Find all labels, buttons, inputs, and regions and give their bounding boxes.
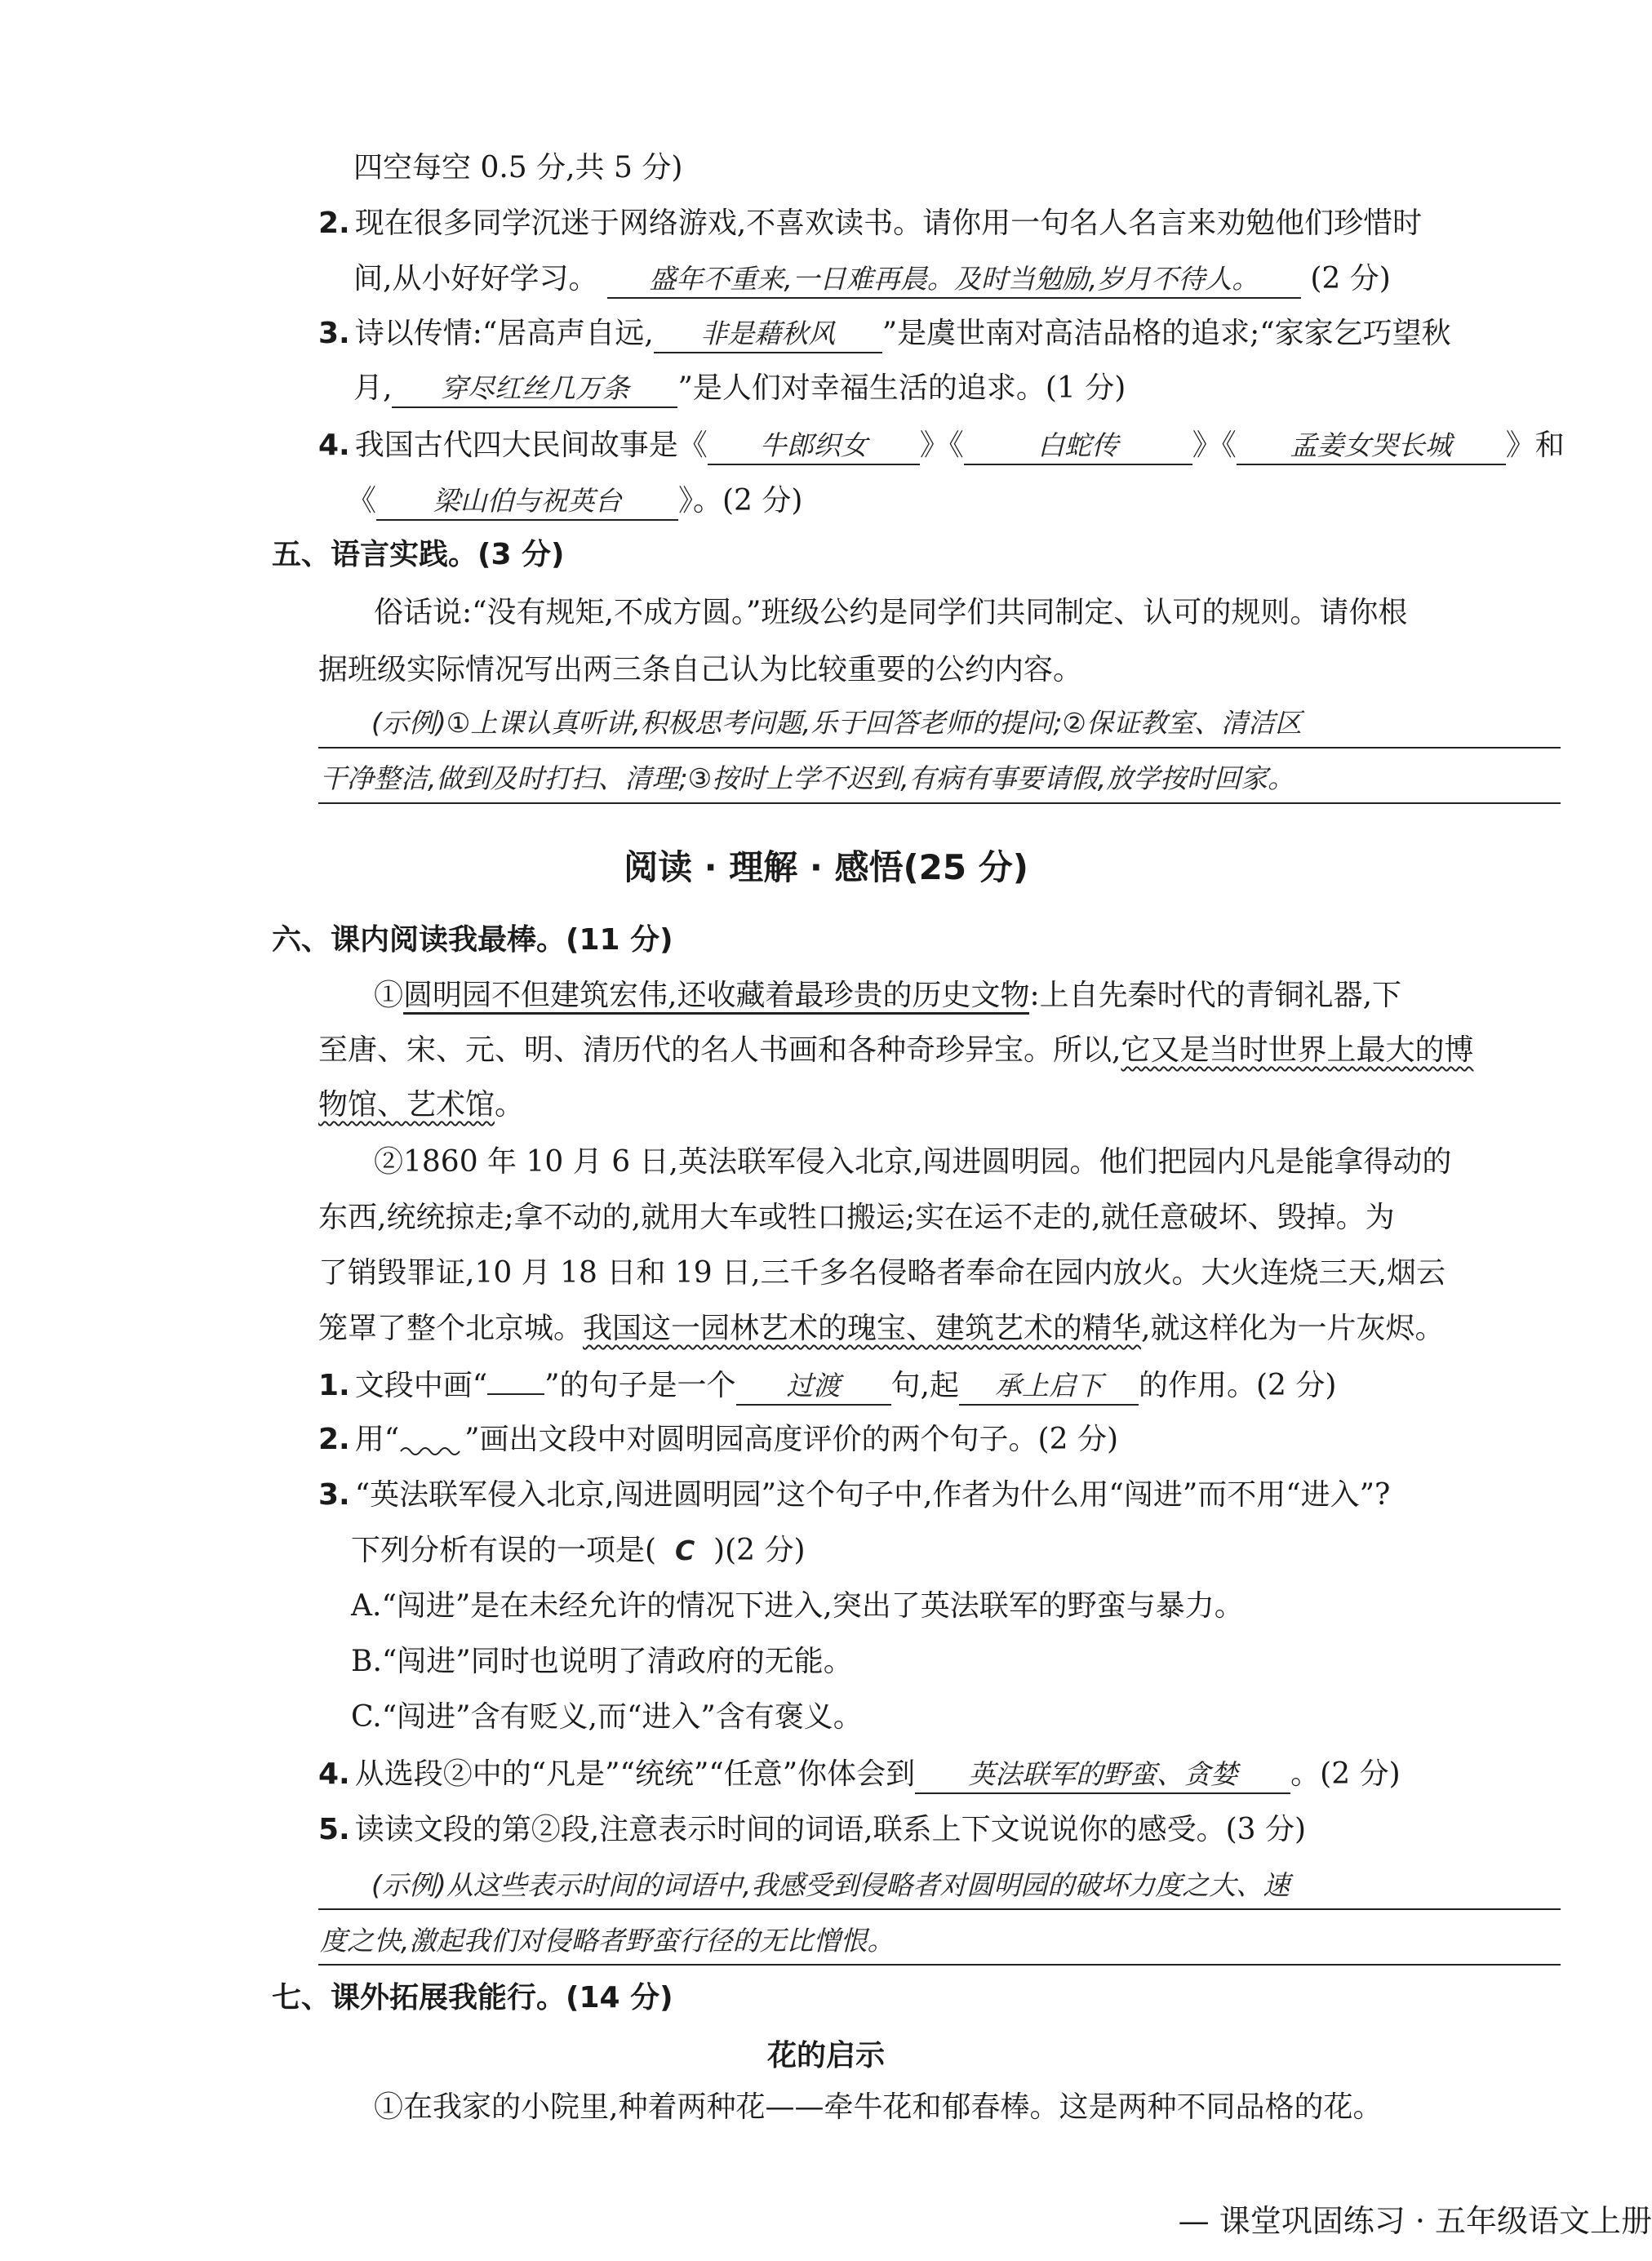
handwritten-answer: 梁山伯与祝英台 bbox=[433, 485, 622, 517]
page-footer: — 课堂巩固练习 · 五年级语文上册 bbox=[1178, 2203, 1652, 2239]
question-number: 3. bbox=[318, 1478, 350, 1512]
answer-blank bbox=[708, 428, 920, 465]
underline-sample bbox=[487, 1369, 544, 1395]
handwritten-answer: 承上启下 bbox=[995, 1370, 1103, 1401]
question-text: 《 bbox=[347, 484, 377, 517]
story-title: 花的启示 bbox=[766, 2039, 885, 2072]
question-text: ”画出文段中对圆明园高度评价的两个句子。(2 分) bbox=[464, 1423, 1118, 1456]
handwritten-answer: C bbox=[674, 1535, 695, 1566]
score: (2 分) bbox=[1310, 262, 1391, 295]
wavy-underlined-sentence: 我国这一园林艺术的瑰宝、建筑艺术的精华 bbox=[583, 1312, 1142, 1345]
section-7-heading: 七、课外拓展我能行。(14 分) bbox=[272, 1981, 673, 2014]
handwritten-answer: 穿尽红丝几万条 bbox=[440, 372, 629, 404]
part-title: 阅读 · 理解 · 感悟(25 分) bbox=[624, 847, 1028, 887]
answer-blank bbox=[1237, 428, 1506, 465]
answer-line bbox=[318, 1908, 1561, 1910]
question-number: 1. bbox=[318, 1369, 350, 1402]
passage-text: 。 bbox=[495, 1088, 525, 1122]
handwritten-answer: 英法联军的野蛮、贪婪 bbox=[968, 1758, 1238, 1790]
question-text: ”是人们对幸福生活的追求。(1 分) bbox=[677, 371, 1126, 405]
handwritten-answer: (示例)从这些表示时间的词语中,我感受到侵略者对圆明园的破坏力度之大、速 bbox=[371, 1869, 1290, 1901]
question-3-line2 bbox=[353, 369, 1126, 408]
question-3 bbox=[318, 314, 1451, 353]
answer-blank bbox=[736, 1368, 891, 1406]
answer-line bbox=[318, 747, 1561, 748]
handwritten-answer: 非是藉秋风 bbox=[700, 318, 836, 349]
question-text: 读读文段的第②段,注意表示时间的词语,联系上下文说说你的感受。(3 分) bbox=[354, 1813, 1307, 1846]
handwritten-answer: 度之快,激起我们对侵略者野蛮行径的无比憎恨。 bbox=[320, 1925, 895, 1957]
handwritten-answer: 干净整洁,做到及时打扫、清理;③按时上学不迟到,有病有事要请假,放学按时回家。 bbox=[320, 762, 1295, 794]
option-c: C.“闯进”含有贬义,而“进入”含有褒义。 bbox=[351, 1700, 863, 1734]
question-6-2 bbox=[318, 1420, 1118, 1459]
passage-text: :上自先秦时代的青铜礼器,下 bbox=[1029, 979, 1402, 1012]
handwritten-answer: 牛郎织女 bbox=[759, 429, 868, 461]
question-number: 3. bbox=[318, 317, 350, 350]
wavy-underlined-sentence: 物馆、艺术馆 bbox=[318, 1088, 495, 1122]
passage-paragraph bbox=[318, 1031, 1473, 1070]
question-text: ”是虞世南对高洁品格的追求;“家家乞巧望秋 bbox=[882, 317, 1451, 350]
question-text: 诗以传情:“居高声自远, bbox=[354, 317, 654, 350]
question-text: 的作用。(2 分) bbox=[1139, 1369, 1337, 1402]
question-text: 现在很多同学沉迷于网络游戏,不喜欢读书。请你用一句名人名言来劝勉他们珍惜时 bbox=[354, 207, 1423, 240]
question-number: 5. bbox=[318, 1813, 350, 1846]
section-6-heading: 六、课内阅读我最棒。(11 分) bbox=[272, 923, 673, 957]
question-number: 4. bbox=[318, 429, 350, 462]
story-paragraph: ①在我家的小院里,种着两种花——牵牛花和郁春棒。这是两种不同品格的花。 bbox=[374, 2090, 1383, 2124]
question-text: )(2 分) bbox=[713, 1534, 806, 1567]
question-text: 》。(2 分) bbox=[678, 484, 803, 517]
question-text: 》《 bbox=[919, 429, 964, 462]
answer-blank bbox=[654, 316, 882, 353]
question-text: 用“ bbox=[354, 1423, 400, 1456]
section-5-prompt: 俗话说:“没有规矩,不成方圆。”班级公约是同学们共同制定、认可的规则。请你根 bbox=[374, 596, 1408, 629]
question-text: 我国古代四大民间故事是《 bbox=[354, 429, 708, 462]
question-text: 月, bbox=[353, 371, 393, 405]
handwritten-answer: 盛年不重来,一日难再晨。及时当勉励,岁月不待人。 bbox=[649, 263, 1259, 295]
question-text: ”的句子是一个 bbox=[544, 1369, 736, 1402]
question-4 bbox=[318, 426, 1565, 465]
q4-tail-text: 四空每空 0.5 分,共 5 分) bbox=[353, 151, 683, 184]
section-5-prompt: 据班级实际情况写出两三条自己认为比较重要的公约内容。 bbox=[318, 653, 1083, 686]
option-b: B.“闯进”同时也说明了清政府的无能。 bbox=[351, 1645, 853, 1678]
handwritten-answer: 孟姜女哭长城 bbox=[1290, 429, 1452, 461]
question-number: 4. bbox=[318, 1757, 350, 1791]
answer-blank bbox=[959, 1368, 1139, 1406]
question-text: 句,起 bbox=[890, 1369, 959, 1402]
question-text: 下列分析有误的一项是( bbox=[351, 1534, 657, 1567]
answer-blank bbox=[376, 483, 678, 521]
paragraph-marker: ① bbox=[374, 979, 404, 1012]
passage-text: ,就这样化为一片灰烬。 bbox=[1141, 1312, 1445, 1345]
question-text: 》和 bbox=[1505, 429, 1565, 462]
answer-blank bbox=[607, 261, 1301, 299]
passage-paragraph: 东西,统统掠走;拿不动的,就用大车或牲口搬运;实在运不走的,就任意破坏、毁掉。为 bbox=[318, 1201, 1395, 1234]
question-6-3 bbox=[318, 1476, 1390, 1515]
option-a: A.“闯进”是在未经允许的情况下进入,突出了英法联军的野蛮与暴力。 bbox=[351, 1589, 1244, 1623]
passage-paragraph bbox=[318, 1309, 1444, 1348]
question-4-line2 bbox=[347, 482, 802, 521]
answer-blank bbox=[964, 428, 1192, 465]
underlined-sentence: 圆明园不但建筑宏伟,还收藏着最珍贵的历史文物 bbox=[403, 979, 1029, 1015]
handwritten-answer: 白蛇传 bbox=[1037, 429, 1119, 461]
passage-paragraph bbox=[374, 976, 1401, 1015]
handwritten-answer: 过渡 bbox=[786, 1370, 841, 1401]
question-number: 2. bbox=[318, 207, 350, 240]
wavy-underlined-sentence: 它又是当时世界上最大的博 bbox=[1121, 1033, 1474, 1067]
question-text: 。(2 分) bbox=[1290, 1757, 1401, 1791]
question-6-1 bbox=[318, 1366, 1336, 1406]
answer-line bbox=[318, 802, 1561, 804]
answer-blank bbox=[392, 371, 677, 408]
question-text: “英法联军侵入北京,闯进圆明园”这个句子中,作者为什么用“闯进”而不用“进入”? bbox=[354, 1478, 1391, 1512]
passage-text: 笼罩了整个北京城。 bbox=[318, 1312, 584, 1345]
question-6-4 bbox=[318, 1755, 1401, 1794]
section-5-heading: 五、语言实践。(3 分) bbox=[272, 538, 565, 571]
passage-paragraph: ②1860 年 10 月 6 日,英法联军侵入北京,闯进圆明园。他们把园内凡是能拿得动的 bbox=[374, 1145, 1452, 1179]
question-number: 2. bbox=[318, 1423, 350, 1456]
answer-line bbox=[318, 1964, 1561, 1966]
question-6-3-line2 bbox=[351, 1531, 806, 1570]
question-text: 》《 bbox=[1192, 429, 1237, 462]
answer-blank bbox=[915, 1757, 1290, 1794]
question-2 bbox=[318, 204, 1422, 243]
handwritten-answer: (示例)①上课认真听讲,积极思考问题,乐于回答老师的提问;②保证教室、清洁区 bbox=[371, 707, 1303, 739]
question-6-5 bbox=[318, 1810, 1306, 1850]
passage-text: 至唐、宋、元、明、清历代的名人书画和各种奇珍异宝。所以, bbox=[318, 1033, 1121, 1067]
question-text: 间,从小好好学习。 bbox=[353, 262, 598, 295]
question-text: 从选段②中的“凡是”“统统”“任意”你体会到 bbox=[354, 1757, 916, 1791]
passage-paragraph bbox=[318, 1086, 524, 1125]
question-2-line2 bbox=[353, 260, 1391, 299]
question-text: 文段中画“ bbox=[354, 1369, 488, 1402]
passage-paragraph: 了销毁罪证,10 月 18 日和 19 日,三千多名侵略者奉命在园内放火。大火连烧三天,烟云 bbox=[318, 1256, 1446, 1290]
wavy-line-sample bbox=[399, 1429, 464, 1454]
